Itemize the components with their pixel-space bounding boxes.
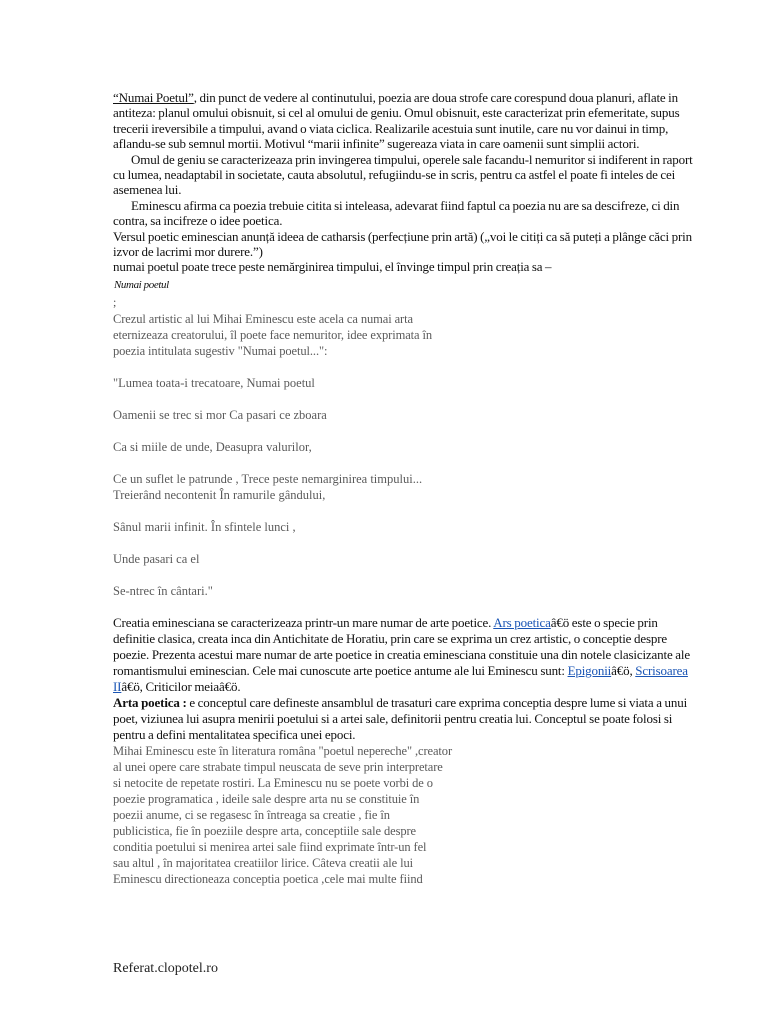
- gray-outro-line: si netocite de repetate rostiri. La Eminescu nu se poete vorbi de o: [113, 775, 433, 790]
- paragraph-arta-poetica: [113, 695, 695, 743]
- poem-title-small: Numai poetul: [114, 278, 169, 291]
- link-epigonii[interactable]: Epigonii: [567, 662, 612, 678]
- gray-intro-line: eternizeaza creatorului, îl poete face nemuritor, idee exprimata în: [113, 327, 433, 342]
- paragraph-intro-text: , din punct de vedere al continutului, poezia are doua strofe care corespund doua planuri, aflate in antiteza: planul omului obisnuit, si cel al omului de geniu. Omul obisnuit, este caracterizat prin efemeritate, supus trecerii ireversibile a timpului, avand o viata ciclica. Realizarile acestuia sunt inutile, care nu vor dainui in timp, aflandu-se sub semnul mortii. Motivul “marii infinite” sugereaza viata in care oamenii sunt simplii actori.: [113, 90, 680, 152]
- arta-poetica-term: Arta poetica :: [113, 694, 187, 710]
- verse-line: Ce un suflet le patrunde , Trece peste nemarginirea timpului...: [113, 471, 423, 486]
- gray-intro: [113, 311, 695, 359]
- text-span: â€ö,: [611, 662, 636, 678]
- poem-title-quote: “Numai Poetul”: [113, 90, 194, 105]
- verse-line: Sânul marii infinit. În sfintele lunci ,: [113, 519, 296, 534]
- document-body: [113, 90, 695, 887]
- gray-outro-line: publicistica, fie în poeziile despre arta, conceptiile sale despre: [113, 823, 416, 838]
- site-footer: Referat.clopotel.ro: [113, 961, 218, 976]
- poem-verses: [113, 375, 695, 599]
- paragraph-catharsis: Versul poetic eminescian anunță ideea de catharsis (perfecțiune prin artă) („voi le citiți ca să puteți a plânge căci prin izvor de lacrimi mor durere.”): [113, 228, 692, 260]
- gray-outro-line: al unei opere care strabate timpul neuscata de seve prin interpretare: [113, 759, 443, 774]
- verse-line: Se-ntrec în cântari.": [113, 583, 213, 598]
- verse-line: "Lumea toata-i trecatoare, Numai poetul: [113, 375, 315, 390]
- verse-line: Treierând necontenit În ramurile gândului,: [113, 487, 326, 502]
- verse-line: Oamenii se trec si mor Ca pasari ce zboara: [113, 407, 327, 422]
- paragraph-genius: Omul de geniu se caracterizeaza prin invingerea timpului, operele sale facandu-l nemuritor si indiferent in raport cu lumea, neadaptabil in societate, cauta absolutul, refugiindu-se in scris, pentru ca astfel el poate fi inteles de cei asemenea lui.: [113, 151, 693, 198]
- text-span: â€ö, Criticilor meiaâ€ö.: [121, 678, 241, 694]
- paragraph-eminescu: Eminescu afirma ca poezia trebuie citita si inteleasa, adevarat fiind faptul ca poezia nu are sa descifreze, ci din contra, sa incifreze o idee poetica.: [113, 197, 680, 229]
- gray-outro-line: conditia poetului si menirea artei sale fiind exprimate într-un fel: [113, 839, 427, 854]
- gray-outro-line: Eminescu directioneaza conceptia poetica ,cele mai multe fiind: [113, 871, 423, 886]
- verse-line: Ca si miile de unde, Deasupra valurilor,: [113, 439, 312, 454]
- verse-line: Unde pasari ca el: [113, 551, 200, 566]
- link-scrisoarea-ii[interactable]: Scrisoarea II: [113, 662, 688, 694]
- gray-outro-line: sau altul , în majoritatea creatiilor lirice. Câteva creatii ale lui: [113, 855, 414, 870]
- gray-outro-line: Mihai Eminescu este în literatura româna "poetul nepereche" ,creator: [113, 743, 453, 758]
- gray-outro-line: poezie programatica , ideile sale despre arta nu se constituie în: [113, 791, 420, 806]
- gray-intro-line: poezia intitulata sugestiv "Numai poetul...":: [113, 343, 328, 358]
- paragraph-ars-poetica: [113, 615, 695, 695]
- gray-intro-line: Crezul artistic al lui Mihai Eminescu este acela ca numai arta: [113, 311, 413, 326]
- gray-outro: [113, 743, 695, 887]
- text-span: Creatia eminesciana se caracterizeaza printr-un mare numar de arte poetice.: [113, 614, 494, 630]
- arta-poetica-definition: e conceptul care defineste ansamblul de trasaturi care exprima conceptia despre lume si viata a unui poet, viziunea lui asupra menirii poetului si a artei sale, definitorii pentru creatia lui. Conceptul se poate folosi si pentru a defini mentalitatea specifica unei epoci.: [113, 694, 688, 742]
- paragraph-intro: [113, 90, 695, 152]
- link-ars-poetica[interactable]: Ars poetica: [493, 614, 551, 630]
- paragraph-poet-time: numai poetul poate trece peste nemărginirea timpului, el învinge timpul prin creația sa –: [113, 259, 552, 275]
- text-span: â€ö este o specie prin definitie clasica, creata inca din Antichitate de Horatiu, prin care se exprima un crez artistic, o conceptie despre poezie. Prezenta acestui mare numar de arte poetice in creatia eminesciana constituie una din notele clasicizante ale romantismului eminescian. Cele mai cunoscute arte poetice antume ale lui Eminescu sunt:: [113, 614, 691, 678]
- gray-outro-line: poezii anume, ci se regasesc în întreaga sa creatie , fie în: [113, 807, 390, 822]
- semicolon: ;: [113, 294, 117, 309]
